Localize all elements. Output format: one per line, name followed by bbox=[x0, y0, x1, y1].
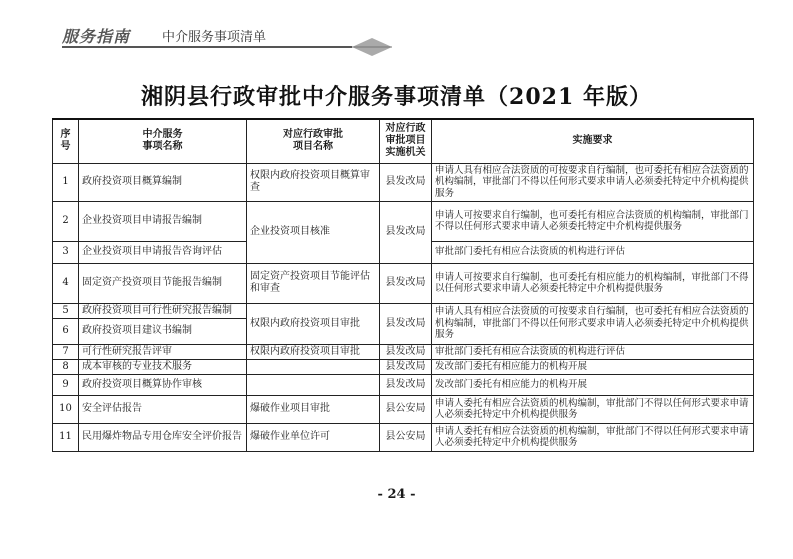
section-title: 服务指南 bbox=[62, 27, 131, 46]
cell-service: 政府投资项目建议书编制 bbox=[79, 318, 247, 344]
cell-no: 6 bbox=[53, 318, 79, 344]
cell-approval: 爆破作业项目审批 bbox=[247, 395, 380, 423]
cell-requirement: 申请人具有相应合法资质的可按要求自行编制，也可委托有相应合法资质的机构编制，审批部门不得以任何形式要求申请人必须委托特定中介机构提供服务 bbox=[432, 163, 754, 201]
table-row bbox=[53, 263, 754, 303]
table-header-row bbox=[53, 119, 754, 163]
cell-service: 安全评估报告 bbox=[79, 395, 247, 423]
table-row bbox=[53, 423, 754, 451]
cell-no: 1 bbox=[53, 163, 79, 201]
table-row bbox=[53, 359, 754, 374]
cell-approval: 权限内政府投资项目审批 bbox=[247, 344, 380, 359]
cell-no: 7 bbox=[53, 344, 79, 359]
cell-service: 民用爆炸物品专用仓库安全评价报告 bbox=[79, 423, 247, 451]
table-row bbox=[53, 163, 754, 201]
cell-requirement: 申请人委托有相应合法资质的机构编制，审批部门不得以任何形式要求申请人必须委托特定中介机构提供服务 bbox=[432, 395, 754, 423]
cell-service: 企业投资项目申请报告编制 bbox=[79, 201, 247, 241]
cell-service: 可行性研究报告评审 bbox=[79, 344, 247, 359]
cell-service: 企业投资项目申请报告咨询评估 bbox=[79, 241, 247, 263]
cell-agency: 县公安局 bbox=[380, 395, 432, 423]
service-items-table bbox=[52, 118, 754, 452]
col-header-service: 中介服务 事项名称 bbox=[79, 119, 247, 163]
page-header bbox=[62, 22, 352, 48]
cell-agency: 县发改局 bbox=[380, 344, 432, 359]
table-row bbox=[53, 344, 754, 359]
cell-approval bbox=[247, 374, 380, 395]
section-subtitle: 中介服务事项清单 bbox=[162, 30, 267, 45]
col-header-agency: 对应行政 审批项目 实施机关 bbox=[380, 119, 432, 163]
col-header-requirement: 实施要求 bbox=[432, 119, 754, 163]
col-header-approval: 对应行政审批 项目名称 bbox=[247, 119, 380, 163]
cell-no: 11 bbox=[53, 423, 79, 451]
cell-service: 政府投资项目概算编制 bbox=[79, 163, 247, 201]
col-header-no: 序号 bbox=[53, 119, 79, 163]
cell-requirement: 审批部门委托有相应合法资质的机构进行评估 bbox=[432, 241, 754, 263]
cell-requirement: 申请人可按要求自行编制，也可委托有相应能力的机构编制，审批部门不得以任何形式要求申请人必须委托特定中介机构提供服务 bbox=[432, 263, 754, 303]
table-row bbox=[53, 201, 754, 241]
cell-no: 10 bbox=[53, 395, 79, 423]
cell-requirement: 审批部门委托有相应合法资质的机构进行评估 bbox=[432, 344, 754, 359]
cell-agency: 县发改局 bbox=[380, 359, 432, 374]
cell-requirement: 申请人具有相应合法资质的可按要求自行编制，也可委托有相应合法资质的机构编制，审批部门不得以任何形式要求申请人必须委托特定中介机构提供服务 bbox=[432, 303, 754, 344]
cell-no: 5 bbox=[53, 303, 79, 318]
cell-service: 政府投资项目可行性研究报告编制 bbox=[79, 303, 247, 318]
cell-agency: 县发改局 bbox=[380, 163, 432, 201]
cell-no: 8 bbox=[53, 359, 79, 374]
cell-no: 4 bbox=[53, 263, 79, 303]
table-row bbox=[53, 303, 754, 318]
page-title: 湘阴县行政审批中介服务事项清单（2021 年版） bbox=[141, 84, 652, 110]
cell-service: 固定资产投资项目节能报告编制 bbox=[79, 263, 247, 303]
cell-service: 政府投资项目概算协作审核 bbox=[79, 374, 247, 395]
table-row bbox=[53, 395, 754, 423]
cell-requirement: 申请人可按要求自行编制，也可委托有相应合法资质的机构编制，审批部门不得以任何形式要求申请人必须委托特定中介机构提供服务 bbox=[432, 201, 754, 241]
cell-requirement: 发改部门委托有相应能力的机构开展 bbox=[432, 359, 754, 374]
cell-agency: 县公安局 bbox=[380, 423, 432, 451]
cell-agency: 县发改局 bbox=[380, 263, 432, 303]
header-diamond-ornament bbox=[352, 36, 392, 58]
cell-no: 2 bbox=[53, 201, 79, 241]
cell-agency: 县发改局 bbox=[380, 303, 432, 344]
cell-approval: 企业投资项目核准 bbox=[247, 201, 380, 263]
cell-agency: 县发改局 bbox=[380, 201, 432, 263]
cell-no: 3 bbox=[53, 241, 79, 263]
cell-approval: 爆破作业单位许可 bbox=[247, 423, 380, 451]
cell-approval: 权限内政府投资项目审批 bbox=[247, 303, 380, 344]
cell-approval: 固定资产投资项目节能评估和审查 bbox=[247, 263, 380, 303]
cell-service: 成本审核的专业技术服务 bbox=[79, 359, 247, 374]
cell-approval bbox=[247, 359, 380, 374]
cell-agency: 县发改局 bbox=[380, 374, 432, 395]
cell-requirement: 发改部门委托有相应能力的机构开展 bbox=[432, 374, 754, 395]
table-row bbox=[53, 374, 754, 395]
header-rule bbox=[62, 46, 352, 48]
cell-approval: 权限内政府投资项目概算审查 bbox=[247, 163, 380, 201]
cell-requirement: 申请人委托有相应合法资质的机构编制，审批部门不得以任何形式要求申请人必须委托特定中介机构提供服务 bbox=[432, 423, 754, 451]
cell-no: 9 bbox=[53, 374, 79, 395]
page-number: - 24 - bbox=[377, 487, 416, 502]
